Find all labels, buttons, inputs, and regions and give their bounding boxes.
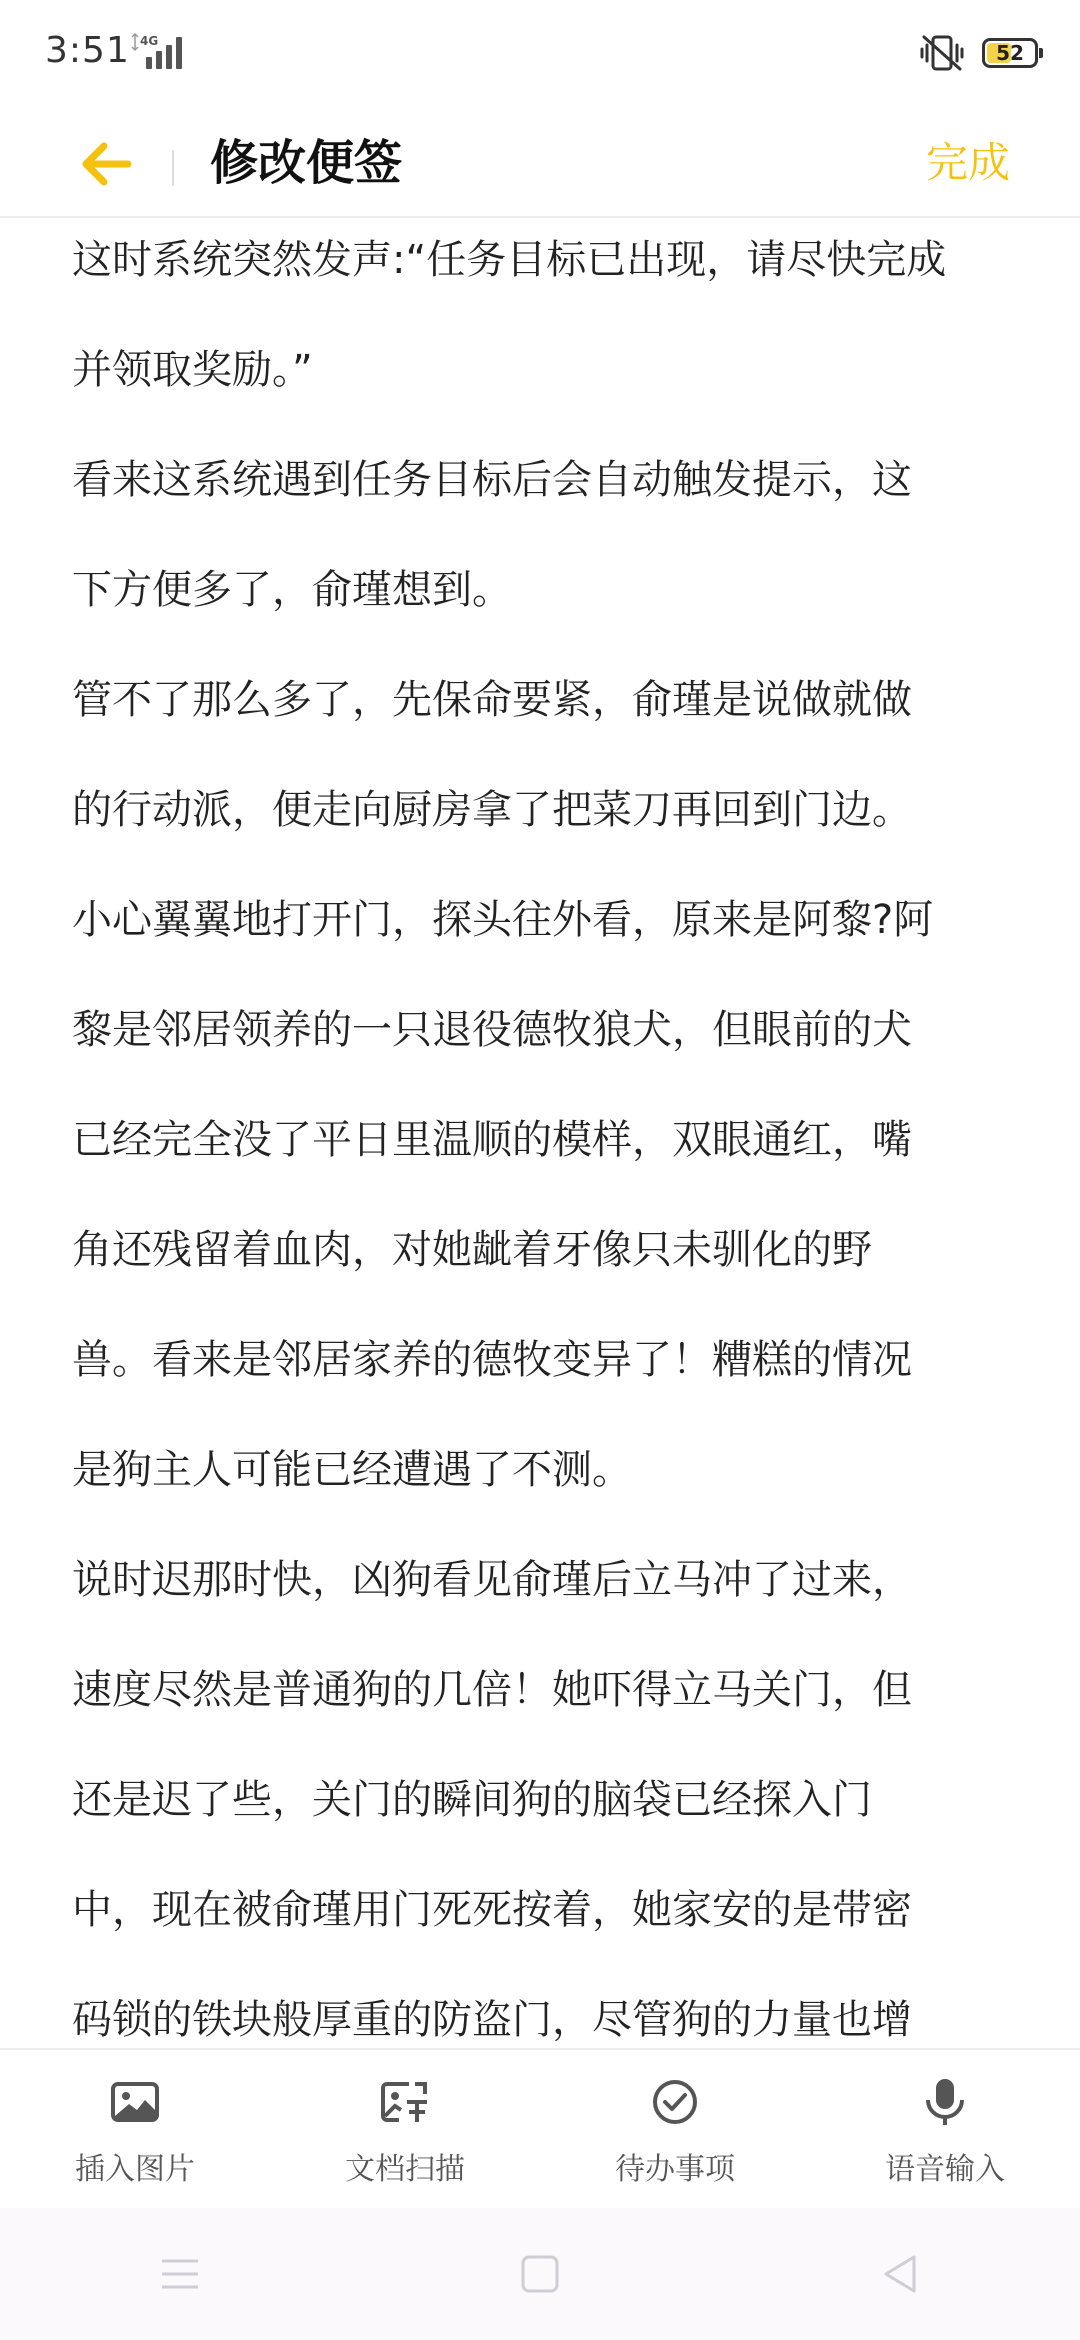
note-line: 已经完全没了平日里温顺的模样，双眼通红，嘴 [72,1117,912,1163]
status-time: 3:51 [45,30,130,71]
note-line: 的行动派，便走向厨房拿了把菜刀再回到门边。 [72,787,912,833]
note-line: 角还残留着血肉，对她龇着牙像只未驯化的野 [72,1227,872,1273]
back-triangle-icon [880,2253,920,2295]
voice-input-button[interactable] [810,2050,1080,2208]
done-button[interactable]: 完成 [925,138,1010,187]
note-editor[interactable] [72,218,1022,2048]
battery-icon [982,38,1038,68]
note-line: 小心翼翼地打开门，探头往外看，原来是阿黎?阿 [72,897,934,943]
tool-label: 待办事项 [615,2152,735,2187]
home-icon [520,2254,560,2294]
status-icons [920,32,1038,74]
app-header [0,110,1080,218]
note-line: 是狗主人可能已经遭遇了不测。 [72,1447,632,1493]
document-scan-button[interactable] [270,2050,540,2208]
insert-image-button[interactable] [0,2050,270,2208]
todo-button[interactable] [540,2050,810,2208]
tool-label: 插入图片 [75,2152,195,2187]
bottom-toolbar [0,2048,1080,2208]
nav-home-button[interactable] [480,2234,600,2314]
back-button[interactable] [66,124,146,204]
back-arrow-icon [78,140,134,188]
note-line: 黎是邻居领养的一只退役德牧狼犬，但眼前的犬 [72,1007,912,1053]
note-line: 下方便多了，俞瑾想到。 [72,567,512,613]
menu-icon [160,2257,200,2291]
note-line: 中，现在被俞瑾用门死死按着，她家安的是带密 [72,1887,912,1933]
nav-menu-button[interactable] [120,2234,240,2314]
note-line: 速度尽然是普通狗的几倍！她吓得立马关门，但 [72,1667,912,1713]
page-title: 修改便签 [210,135,403,191]
header-divider [172,150,174,186]
microphone-icon [917,2074,973,2130]
tool-label: 语音输入 [885,2152,1005,2187]
scan-icon [377,2074,433,2130]
system-nav-bar [0,2208,1080,2340]
note-line: 兽。看来是邻居家养的德牧变异了！糟糕的情况 [72,1337,912,1383]
checkmark-circle-icon [647,2074,703,2130]
note-line: 说时迟那时快，凶狗看见俞瑾后立马冲了过来， [72,1557,912,1603]
note-line: 这时系统突然发声:“任务目标已出现，请尽快完成 [72,237,947,283]
note-line: 码锁的铁块般厚重的防盗门，尽管狗的力量也增 [72,1997,912,2043]
note-line: 看来这系统遇到任务目标后会自动触发提示，这 [72,457,912,503]
note-line: 还是迟了些，关门的瞬间狗的脑袋已经探入门 [72,1777,872,1823]
nav-back-button[interactable] [840,2234,960,2314]
tool-label: 文档扫描 [345,2152,465,2187]
note-line: 并领取奖励。” [72,347,313,393]
status-bar [0,0,1080,110]
image-icon [107,2074,163,2130]
note-line: 管不了那么多了，先保命要紧，俞瑾是说做就做 [72,677,912,723]
battery-level: 52 [996,41,1024,65]
svg-text:4G: 4G [140,34,159,48]
vibrate-icon [920,33,964,73]
signal-icon [128,33,190,71]
